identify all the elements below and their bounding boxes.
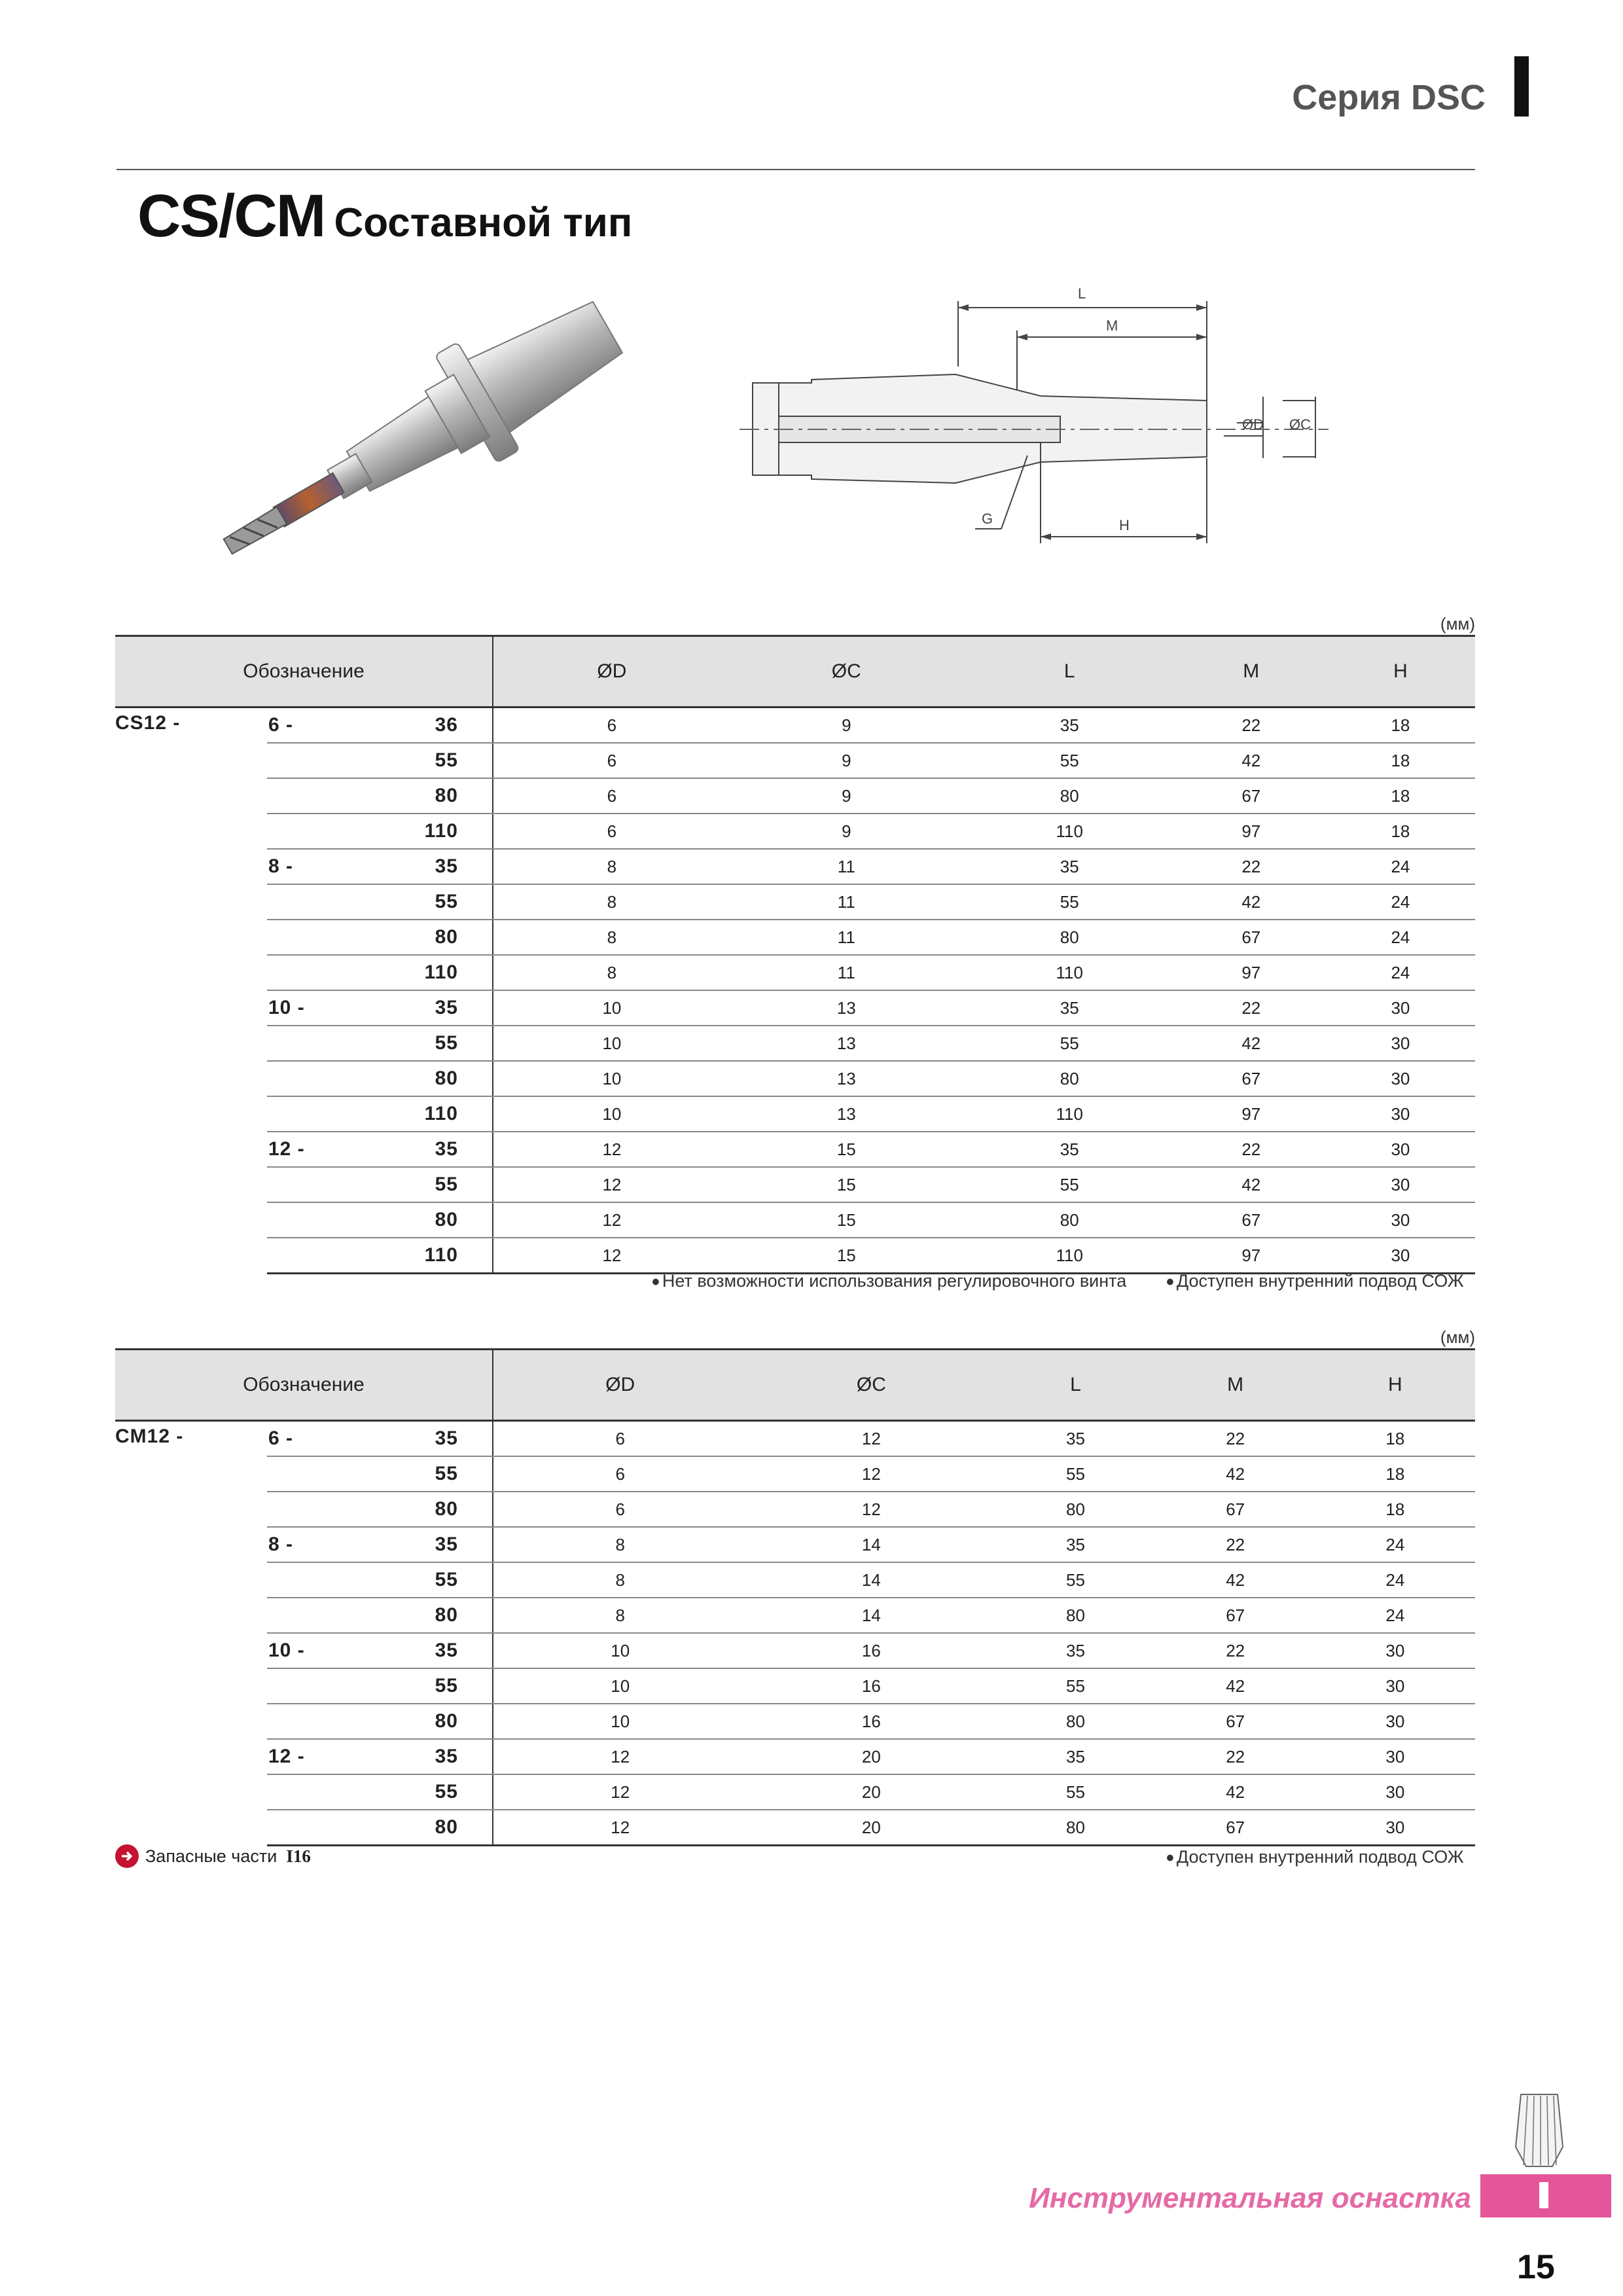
cell-c: 14 bbox=[747, 1562, 995, 1598]
cell-m: 22 bbox=[1177, 849, 1326, 884]
cell-l: 80 bbox=[963, 1202, 1177, 1238]
section-tab-marker bbox=[1539, 2182, 1548, 2208]
cell-d: 8 bbox=[493, 955, 730, 990]
title-code: CS/CM bbox=[137, 183, 325, 249]
series-code: CS12 - bbox=[115, 712, 181, 734]
shank-diameter bbox=[267, 1456, 340, 1492]
header-divider bbox=[116, 169, 1475, 170]
table-row bbox=[115, 1132, 1475, 1167]
cell-c: 11 bbox=[730, 920, 963, 955]
cell-h: 30 bbox=[1315, 1633, 1475, 1668]
table-row bbox=[115, 1668, 1475, 1704]
cell-l: 80 bbox=[995, 1598, 1155, 1633]
shank-diameter bbox=[267, 1598, 340, 1633]
cell-h: 30 bbox=[1315, 1668, 1475, 1704]
cell-m: 97 bbox=[1177, 1238, 1326, 1274]
cm-spec-table bbox=[115, 1348, 1475, 1846]
note-text: Нет возможности использования регулировочного винта bbox=[662, 1271, 1127, 1291]
cell-h: 30 bbox=[1315, 1704, 1475, 1739]
cell-d: 8 bbox=[493, 1598, 747, 1633]
length-code: 80 bbox=[340, 1704, 493, 1739]
section-label: Инструментальная оснастка bbox=[1029, 2182, 1471, 2214]
cell-l: 35 bbox=[963, 849, 1177, 884]
length-code: 110 bbox=[340, 1096, 493, 1132]
cell-h: 18 bbox=[1326, 778, 1475, 814]
length-code: 55 bbox=[340, 1026, 493, 1061]
cell-c: 14 bbox=[747, 1598, 995, 1633]
cell-c: 12 bbox=[747, 1456, 995, 1492]
cell-c: 9 bbox=[730, 743, 963, 778]
table-row bbox=[115, 955, 1475, 990]
cell-d: 6 bbox=[493, 1456, 747, 1492]
cell-l: 35 bbox=[995, 1527, 1155, 1562]
cell-c: 11 bbox=[730, 849, 963, 884]
collet-icon bbox=[1512, 2088, 1567, 2173]
cell-c: 16 bbox=[747, 1704, 995, 1739]
cell-l: 55 bbox=[995, 1668, 1155, 1704]
cell-l: 110 bbox=[963, 814, 1177, 849]
cell-m: 67 bbox=[1177, 1061, 1326, 1096]
cell-l: 35 bbox=[963, 708, 1177, 744]
cell-m: 67 bbox=[1177, 1202, 1326, 1238]
length-code: 55 bbox=[340, 1562, 493, 1598]
cell-d: 10 bbox=[493, 1668, 747, 1704]
cell-c: 13 bbox=[730, 1096, 963, 1132]
length-code: 35 bbox=[340, 1633, 493, 1668]
length-code: 55 bbox=[340, 884, 493, 920]
col-c: ØC bbox=[747, 1350, 995, 1421]
table-row bbox=[115, 1026, 1475, 1061]
cell-m: 42 bbox=[1156, 1562, 1315, 1598]
col-d: ØD bbox=[493, 1350, 747, 1421]
shank-diameter: 10 - bbox=[267, 990, 340, 1026]
cell-m: 42 bbox=[1177, 884, 1326, 920]
cell-d: 6 bbox=[493, 743, 730, 778]
cell-m: 67 bbox=[1156, 1598, 1315, 1633]
cell-c: 16 bbox=[747, 1633, 995, 1668]
cell-c: 11 bbox=[730, 955, 963, 990]
cell-l: 110 bbox=[963, 1096, 1177, 1132]
cell-c: 12 bbox=[747, 1492, 995, 1527]
length-code: 35 bbox=[340, 1527, 493, 1562]
cell-d: 8 bbox=[493, 884, 730, 920]
cell-l: 80 bbox=[995, 1810, 1155, 1846]
length-code: 55 bbox=[340, 1668, 493, 1704]
cell-l: 80 bbox=[963, 920, 1177, 955]
cell-c: 15 bbox=[730, 1238, 963, 1274]
shank-diameter bbox=[267, 1492, 340, 1527]
cs-spec-table bbox=[115, 635, 1475, 1274]
col-m: M bbox=[1156, 1350, 1315, 1421]
table-row bbox=[115, 920, 1475, 955]
cell-m: 97 bbox=[1177, 1096, 1326, 1132]
cell-h: 18 bbox=[1326, 743, 1475, 778]
cell-l: 80 bbox=[963, 1061, 1177, 1096]
series-code: CM12 - bbox=[115, 1426, 184, 1447]
cell-l: 110 bbox=[963, 955, 1177, 990]
units-label: (мм) bbox=[1440, 1327, 1475, 1347]
table-row bbox=[115, 1456, 1475, 1492]
cell-h: 24 bbox=[1326, 955, 1475, 990]
cell-m: 22 bbox=[1156, 1739, 1315, 1774]
cell-d: 12 bbox=[493, 1202, 730, 1238]
length-code: 55 bbox=[340, 1774, 493, 1810]
series-title: Серия DSC bbox=[1292, 78, 1486, 117]
shank-diameter bbox=[267, 1704, 340, 1739]
page-title bbox=[137, 182, 632, 251]
cell-m: 22 bbox=[1156, 1421, 1315, 1457]
table-row bbox=[115, 778, 1475, 814]
shank-diameter bbox=[267, 1061, 340, 1096]
table-row bbox=[115, 1492, 1475, 1527]
col-designation: Обозначение bbox=[115, 636, 493, 708]
cell-h: 24 bbox=[1326, 849, 1475, 884]
drawing-label-m: M bbox=[1106, 317, 1118, 334]
cell-d: 10 bbox=[493, 990, 730, 1026]
cell-d: 6 bbox=[493, 708, 730, 744]
table-row bbox=[115, 1096, 1475, 1132]
shank-diameter: 10 - bbox=[267, 1633, 340, 1668]
table-row bbox=[115, 1238, 1475, 1274]
shank-diameter: 8 - bbox=[267, 849, 340, 884]
drawing-label-g: G bbox=[982, 511, 993, 527]
shank-diameter bbox=[267, 1562, 340, 1598]
cell-d: 10 bbox=[493, 1026, 730, 1061]
shank-diameter: 6 - bbox=[267, 1421, 340, 1457]
table-row bbox=[115, 1527, 1475, 1562]
cell-d: 8 bbox=[493, 920, 730, 955]
shank-diameter bbox=[267, 1096, 340, 1132]
cell-d: 6 bbox=[493, 1421, 747, 1457]
length-code: 80 bbox=[340, 1598, 493, 1633]
cell-l: 55 bbox=[963, 743, 1177, 778]
tool-holder-photo bbox=[183, 275, 654, 583]
cell-h: 24 bbox=[1315, 1598, 1475, 1633]
table-header-row bbox=[115, 1350, 1475, 1421]
table-header-row bbox=[115, 636, 1475, 708]
shank-diameter bbox=[267, 1774, 340, 1810]
cell-h: 30 bbox=[1326, 1238, 1475, 1274]
cell-l: 35 bbox=[995, 1739, 1155, 1774]
table-row bbox=[115, 849, 1475, 884]
cell-d: 6 bbox=[493, 778, 730, 814]
spare-parts-link[interactable] bbox=[115, 1844, 311, 1868]
cell-c: 15 bbox=[730, 1202, 963, 1238]
cell-d: 10 bbox=[493, 1061, 730, 1096]
cell-m: 97 bbox=[1177, 955, 1326, 990]
shank-diameter bbox=[267, 778, 340, 814]
cell-h: 30 bbox=[1326, 1061, 1475, 1096]
col-h: H bbox=[1315, 1350, 1475, 1421]
table-row bbox=[115, 990, 1475, 1026]
length-code: 35 bbox=[340, 1739, 493, 1774]
cell-c: 15 bbox=[730, 1132, 963, 1167]
table-row bbox=[115, 1421, 1475, 1457]
cell-h: 30 bbox=[1326, 1026, 1475, 1061]
cell-c: 12 bbox=[747, 1421, 995, 1457]
cell-c: 15 bbox=[730, 1167, 963, 1202]
cell-l: 55 bbox=[963, 1167, 1177, 1202]
cell-c: 13 bbox=[730, 1061, 963, 1096]
col-h: H bbox=[1326, 636, 1475, 708]
cell-m: 67 bbox=[1177, 920, 1326, 955]
shank-diameter: 12 - bbox=[267, 1132, 340, 1167]
shank-diameter: 6 - bbox=[267, 708, 340, 744]
cell-m: 42 bbox=[1156, 1668, 1315, 1704]
cell-c: 9 bbox=[730, 708, 963, 744]
cell-d: 8 bbox=[493, 1527, 747, 1562]
cell-l: 55 bbox=[963, 884, 1177, 920]
shank-diameter bbox=[267, 814, 340, 849]
cell-h: 24 bbox=[1315, 1527, 1475, 1562]
cell-h: 30 bbox=[1326, 1132, 1475, 1167]
cell-d: 10 bbox=[493, 1096, 730, 1132]
cell-c: 16 bbox=[747, 1668, 995, 1704]
cell-l: 55 bbox=[995, 1456, 1155, 1492]
units-label: (мм) bbox=[1440, 614, 1475, 634]
length-code: 55 bbox=[340, 1167, 493, 1202]
cell-c: 20 bbox=[747, 1810, 995, 1846]
cell-h: 24 bbox=[1315, 1562, 1475, 1598]
shank-diameter bbox=[267, 955, 340, 990]
note-coolant-cs: • Доступен внутренний подвод СОЖ bbox=[1166, 1270, 1464, 1295]
cell-l: 35 bbox=[995, 1421, 1155, 1457]
series-marker-bar bbox=[1514, 56, 1529, 117]
cell-d: 8 bbox=[493, 849, 730, 884]
cell-m: 67 bbox=[1156, 1704, 1315, 1739]
table-row bbox=[115, 1633, 1475, 1668]
table-row bbox=[115, 1061, 1475, 1096]
cell-d: 12 bbox=[493, 1167, 730, 1202]
table-row bbox=[115, 1704, 1475, 1739]
cell-m: 22 bbox=[1177, 1132, 1326, 1167]
cell-h: 30 bbox=[1326, 1167, 1475, 1202]
shank-diameter bbox=[267, 920, 340, 955]
cell-l: 80 bbox=[995, 1704, 1155, 1739]
cell-d: 12 bbox=[493, 1810, 747, 1846]
length-code: 80 bbox=[340, 920, 493, 955]
length-code: 55 bbox=[340, 743, 493, 778]
cell-h: 30 bbox=[1326, 1202, 1475, 1238]
length-code: 35 bbox=[340, 1132, 493, 1167]
cell-h: 30 bbox=[1315, 1774, 1475, 1810]
length-code: 110 bbox=[340, 1238, 493, 1274]
shank-diameter bbox=[267, 884, 340, 920]
col-designation: Обозначение bbox=[115, 1350, 493, 1421]
table-row bbox=[115, 743, 1475, 778]
cell-d: 12 bbox=[493, 1132, 730, 1167]
table-row bbox=[115, 1774, 1475, 1810]
spare-parts-label: Запасные части bbox=[145, 1846, 277, 1866]
cell-h: 18 bbox=[1315, 1492, 1475, 1527]
drawing-label-h: H bbox=[1119, 517, 1130, 533]
cell-h: 30 bbox=[1315, 1739, 1475, 1774]
col-c: ØC bbox=[730, 636, 963, 708]
cell-l: 80 bbox=[995, 1492, 1155, 1527]
cell-d: 10 bbox=[493, 1704, 747, 1739]
note-text: Доступен внутренний подвод СОЖ bbox=[1176, 1271, 1464, 1291]
cell-h: 18 bbox=[1315, 1421, 1475, 1457]
cell-c: 13 bbox=[730, 1026, 963, 1061]
cell-l: 35 bbox=[995, 1633, 1155, 1668]
arrow-right-icon bbox=[115, 1844, 139, 1868]
cell-c: 11 bbox=[730, 884, 963, 920]
cell-m: 42 bbox=[1156, 1774, 1315, 1810]
cell-m: 22 bbox=[1156, 1633, 1315, 1668]
shank-diameter: 8 - bbox=[267, 1527, 340, 1562]
note-text: Доступен внутренний подвод СОЖ bbox=[1176, 1847, 1464, 1867]
cell-l: 35 bbox=[963, 1132, 1177, 1167]
length-code: 80 bbox=[340, 1202, 493, 1238]
cell-d: 6 bbox=[493, 1492, 747, 1527]
cell-d: 12 bbox=[493, 1774, 747, 1810]
cell-m: 42 bbox=[1177, 1167, 1326, 1202]
cell-d: 8 bbox=[493, 1562, 747, 1598]
cell-l: 80 bbox=[963, 778, 1177, 814]
shank-diameter bbox=[267, 1026, 340, 1061]
cell-m: 42 bbox=[1177, 743, 1326, 778]
cell-d: 6 bbox=[493, 814, 730, 849]
table-row bbox=[115, 1598, 1475, 1633]
cell-l: 110 bbox=[963, 1238, 1177, 1274]
cell-c: 14 bbox=[747, 1527, 995, 1562]
page-number: 15 bbox=[1517, 2248, 1555, 2286]
shank-diameter bbox=[267, 1810, 340, 1846]
cell-l: 55 bbox=[995, 1562, 1155, 1598]
note-coolant-cm: • Доступен внутренний подвод СОЖ bbox=[1166, 1846, 1464, 1871]
length-code: 80 bbox=[340, 778, 493, 814]
drawing-label-l: L bbox=[1078, 285, 1086, 302]
cell-h: 24 bbox=[1326, 884, 1475, 920]
cell-m: 67 bbox=[1177, 778, 1326, 814]
cell-c: 9 bbox=[730, 814, 963, 849]
note-no-adjust-screw: • Нет возможности использования регулировочного винта bbox=[652, 1270, 1127, 1295]
cell-d: 10 bbox=[493, 1633, 747, 1668]
shank-diameter bbox=[267, 1167, 340, 1202]
length-code: 35 bbox=[340, 990, 493, 1026]
cell-c: 20 bbox=[747, 1774, 995, 1810]
cell-m: 22 bbox=[1177, 708, 1326, 744]
shank-diameter bbox=[267, 1202, 340, 1238]
table-row bbox=[115, 884, 1475, 920]
length-code: 110 bbox=[340, 814, 493, 849]
length-code: 80 bbox=[340, 1492, 493, 1527]
cell-h: 30 bbox=[1315, 1810, 1475, 1846]
col-l: L bbox=[963, 636, 1177, 708]
cell-h: 18 bbox=[1326, 814, 1475, 849]
cell-l: 55 bbox=[995, 1774, 1155, 1810]
cell-m: 22 bbox=[1156, 1527, 1315, 1562]
length-code: 55 bbox=[340, 1456, 493, 1492]
drawing-label-d: ØD bbox=[1242, 416, 1264, 433]
dimension-drawing bbox=[740, 275, 1342, 563]
col-l: L bbox=[995, 1350, 1155, 1421]
shank-diameter bbox=[267, 1238, 340, 1274]
length-code: 36 bbox=[340, 708, 493, 744]
length-code: 80 bbox=[340, 1810, 493, 1846]
cell-h: 24 bbox=[1326, 920, 1475, 955]
table-row bbox=[115, 708, 1475, 744]
cell-c: 20 bbox=[747, 1739, 995, 1774]
cell-h: 30 bbox=[1326, 1096, 1475, 1132]
col-d: ØD bbox=[493, 636, 730, 708]
cell-d: 12 bbox=[493, 1739, 747, 1774]
table-row bbox=[115, 1562, 1475, 1598]
shank-diameter bbox=[267, 1668, 340, 1704]
table-row bbox=[115, 1167, 1475, 1202]
shank-diameter: 12 - bbox=[267, 1739, 340, 1774]
spare-parts-page-ref: I16 bbox=[286, 1846, 311, 1866]
cell-m: 22 bbox=[1177, 990, 1326, 1026]
drawing-label-c: ØC bbox=[1289, 416, 1311, 433]
cell-h: 30 bbox=[1326, 990, 1475, 1026]
cell-h: 18 bbox=[1326, 708, 1475, 744]
cell-m: 67 bbox=[1156, 1492, 1315, 1527]
col-m: M bbox=[1177, 636, 1326, 708]
length-code: 110 bbox=[340, 955, 493, 990]
cell-c: 13 bbox=[730, 990, 963, 1026]
length-code: 35 bbox=[340, 849, 493, 884]
length-code: 35 bbox=[340, 1421, 493, 1457]
table-row bbox=[115, 814, 1475, 849]
title-subtitle: Составной тип bbox=[334, 200, 633, 245]
table-row bbox=[115, 1810, 1475, 1846]
cell-h: 18 bbox=[1315, 1456, 1475, 1492]
length-code: 80 bbox=[340, 1061, 493, 1096]
table-row bbox=[115, 1739, 1475, 1774]
cell-c: 9 bbox=[730, 778, 963, 814]
shank-diameter bbox=[267, 743, 340, 778]
cell-l: 55 bbox=[963, 1026, 1177, 1061]
cell-m: 97 bbox=[1177, 814, 1326, 849]
table-row bbox=[115, 1202, 1475, 1238]
cell-m: 42 bbox=[1177, 1026, 1326, 1061]
cell-m: 67 bbox=[1156, 1810, 1315, 1846]
cell-l: 35 bbox=[963, 990, 1177, 1026]
cell-d: 12 bbox=[493, 1238, 730, 1274]
cell-m: 42 bbox=[1156, 1456, 1315, 1492]
